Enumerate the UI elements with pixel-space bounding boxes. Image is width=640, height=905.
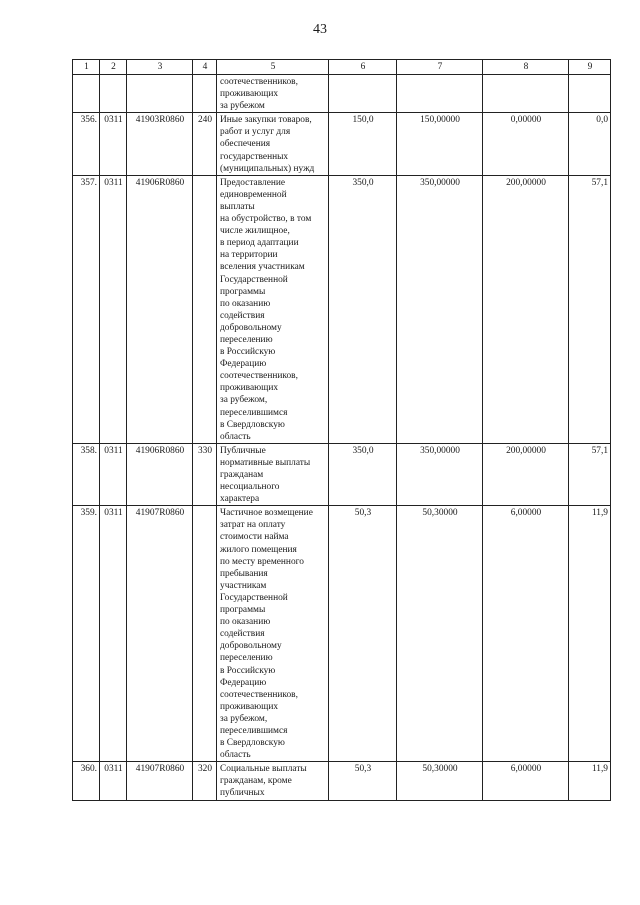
target-article-cell: 41907R0860 (127, 762, 193, 800)
planned-amount-cell (329, 75, 397, 113)
table-row (73, 113, 611, 175)
planned-amount-cell: 50,3 (329, 506, 397, 762)
item-name-cell: Частичное возмещение затрат на оплату стоимости найма жилого помещения по месту временного пребывания участникам Государственной программы по оказанию содействия добровольному переселению в Российскую Федерацию соотечественников, проживающих за рубежом, переселившимся в Свердловскую область (217, 506, 329, 762)
execution-percent-cell (569, 75, 611, 113)
target-article-cell: 41906R0860 (127, 443, 193, 505)
row-number-cell (73, 75, 100, 113)
approved-amount-cell: 350,00000 (397, 175, 483, 443)
item-name-cell: Публичные нормативные выплаты гражданам несоциального характера (217, 443, 329, 505)
item-name-cell: Предоставление единовременной выплаты на обустройство, в том числе жилищное, в период адаптации на территории вселения участникам Государственной программы по оказанию содействия добровольному переселению в Российскую Федерацию соотечественников, проживающих за рубежом, переселившимся в Свердловскую область (217, 175, 329, 443)
approved-amount-cell: 150,00000 (397, 113, 483, 175)
table-row (73, 175, 611, 443)
executed-amount-cell: 6,00000 (483, 506, 569, 762)
execution-percent-cell: 11,9 (569, 506, 611, 762)
approved-amount-cell: 50,30000 (397, 506, 483, 762)
execution-percent-cell: 11,9 (569, 762, 611, 800)
planned-amount-cell: 50,3 (329, 762, 397, 800)
section-code-cell: 0311 (100, 506, 127, 762)
execution-percent-cell: 57,1 (569, 443, 611, 505)
budget-table (72, 59, 611, 801)
planned-amount-cell: 350,0 (329, 175, 397, 443)
section-code-cell: 0311 (100, 443, 127, 505)
approved-amount-cell (397, 75, 483, 113)
row-number-cell: 360. (73, 762, 100, 800)
table-row (73, 443, 611, 505)
header-cell: 6 (329, 60, 397, 75)
expense-type-cell (193, 75, 217, 113)
execution-percent-cell: 57,1 (569, 175, 611, 443)
approved-amount-cell: 50,30000 (397, 762, 483, 800)
section-code-cell: 0311 (100, 175, 127, 443)
row-number-cell: 358. (73, 443, 100, 505)
header-cell: 8 (483, 60, 569, 75)
header-cell: 3 (127, 60, 193, 75)
planned-amount-cell: 350,0 (329, 443, 397, 505)
item-name-cell: Социальные выплаты гражданам, кроме публичных (217, 762, 329, 800)
executed-amount-cell: 200,00000 (483, 175, 569, 443)
header-cell: 9 (569, 60, 611, 75)
execution-percent-cell: 0,0 (569, 113, 611, 175)
row-number-cell: 359. (73, 506, 100, 762)
planned-amount-cell: 150,0 (329, 113, 397, 175)
row-number-cell: 357. (73, 175, 100, 443)
item-name-cell: соотечественников, проживающих за рубежом (217, 75, 329, 113)
header-cell: 7 (397, 60, 483, 75)
header-cell: 1 (73, 60, 100, 75)
header-cell: 4 (193, 60, 217, 75)
expense-type-cell (193, 175, 217, 443)
header-cell: 5 (217, 60, 329, 75)
target-article-cell (127, 75, 193, 113)
executed-amount-cell (483, 75, 569, 113)
item-name-cell: Иные закупки товаров, работ и услуг для обеспечения государственных (муниципальных) нужд (217, 113, 329, 175)
expense-type-cell (193, 506, 217, 762)
section-code-cell: 0311 (100, 762, 127, 800)
section-code-cell: 0311 (100, 113, 127, 175)
row-number-cell: 356. (73, 113, 100, 175)
page-number: 43 (313, 22, 327, 37)
approved-amount-cell: 350,00000 (397, 443, 483, 505)
executed-amount-cell: 0,00000 (483, 113, 569, 175)
header-cell: 2 (100, 60, 127, 75)
target-article-cell: 41906R0860 (127, 175, 193, 443)
executed-amount-cell: 200,00000 (483, 443, 569, 505)
table-row (73, 762, 611, 800)
target-article-cell: 41907R0860 (127, 506, 193, 762)
table-row (73, 75, 611, 113)
expense-type-cell: 240 (193, 113, 217, 175)
table-row (73, 506, 611, 762)
expense-type-cell: 320 (193, 762, 217, 800)
table-header-row (73, 60, 611, 75)
expense-type-cell: 330 (193, 443, 217, 505)
target-article-cell: 41903R0860 (127, 113, 193, 175)
section-code-cell (100, 75, 127, 113)
executed-amount-cell: 6,00000 (483, 762, 569, 800)
